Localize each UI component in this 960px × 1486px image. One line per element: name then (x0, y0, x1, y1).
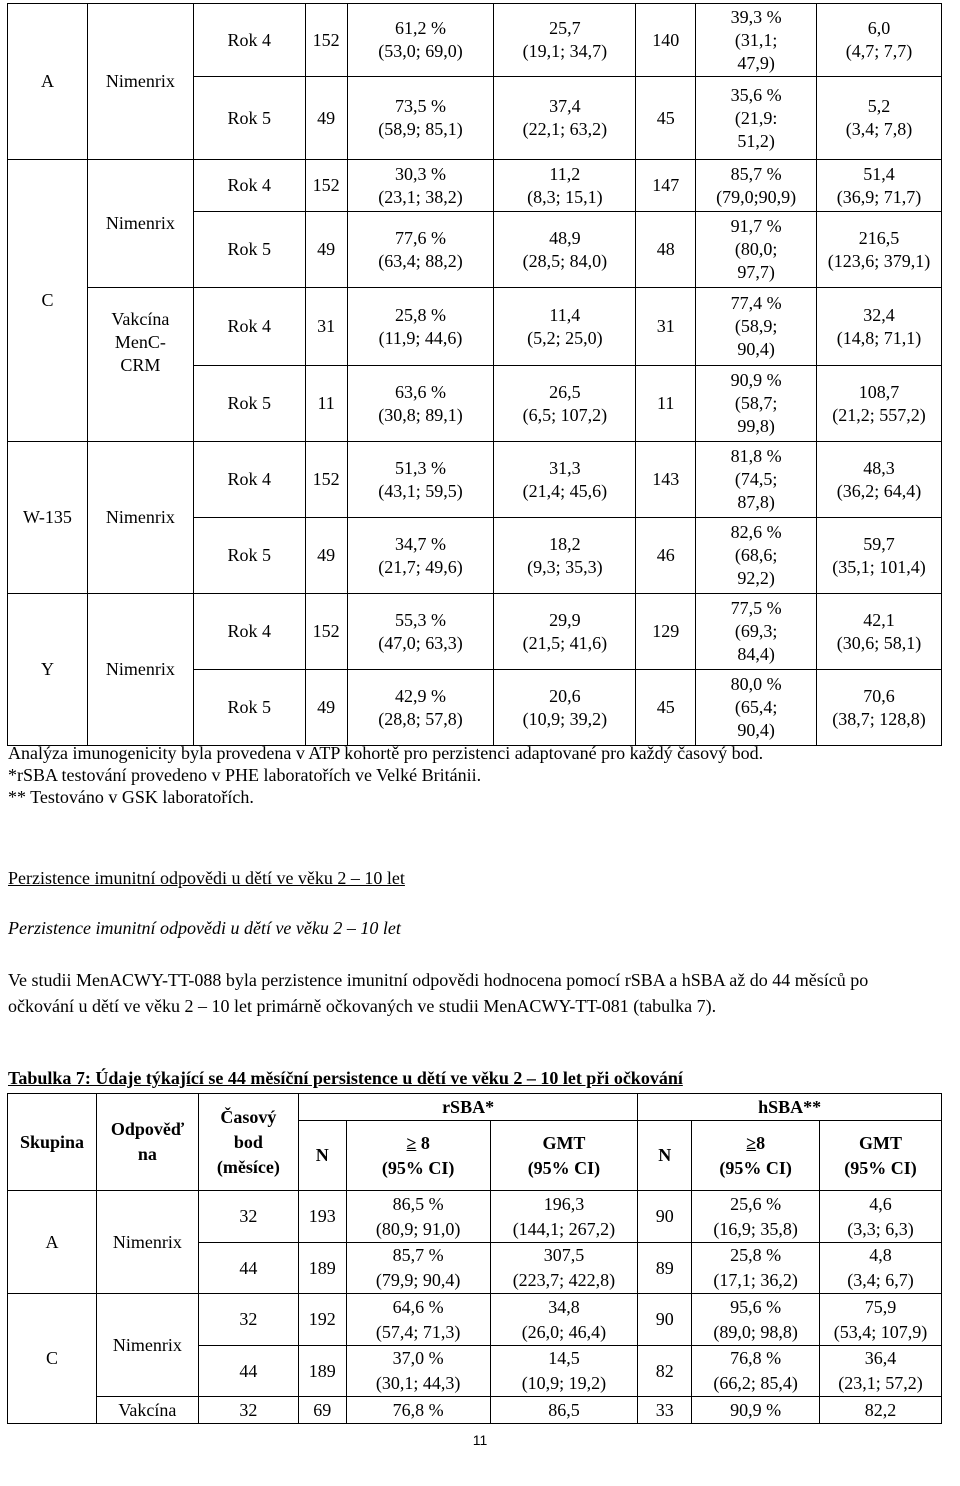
table-row (8, 442, 942, 518)
geq-symbol: ≥ (406, 1132, 417, 1153)
header-line: (95% CI) (381, 1157, 455, 1178)
hsba-pct-value: 25,8 % (730, 1245, 782, 1265)
header-hn: N (638, 1121, 692, 1191)
gmt-value: 14,5 (548, 1348, 580, 1368)
pct-ci: (30,8; 89,1) (378, 404, 463, 425)
hsba-pct-ci: (31,1; (734, 29, 778, 50)
header-rsba: rSBA* (298, 1094, 638, 1121)
gmt-cell (494, 594, 636, 670)
pct-ci: (53,0; 69,0) (378, 41, 463, 61)
gmt-value: 29,9 (549, 609, 581, 630)
hsba-gmt-cell (817, 594, 942, 670)
group-cell: C (8, 160, 88, 442)
pct-value: 34,7 % (395, 533, 447, 554)
pct-cell (347, 4, 494, 77)
time-cell: Rok 5 (193, 77, 305, 160)
header-hgmt (820, 1121, 942, 1191)
gmt-cell (490, 1346, 638, 1397)
gmt-cell (494, 518, 636, 594)
gmt-cell (490, 1243, 638, 1294)
time-cell: 32 (198, 1191, 298, 1243)
pct-value: 73,5 % (395, 96, 447, 116)
header-line (693, 1131, 818, 1156)
hsba-n-cell: 147 (636, 160, 696, 212)
gmt-cell (494, 670, 636, 746)
header-value: 8 (756, 1132, 766, 1153)
hsba-gmt-cell (817, 4, 942, 77)
hsba-n-cell: 89 (638, 1243, 692, 1294)
hsba-gmt-value: 42,1 (863, 609, 895, 630)
hsba-gmt-cell (820, 1191, 942, 1243)
time-cell: Rok 4 (193, 442, 305, 518)
n-cell: 152 (305, 4, 347, 77)
header-line: bod (233, 1131, 263, 1152)
pct-value: 85,7 % (392, 1245, 444, 1265)
section-subheading: Perzistence imunitní odpovědi u dětí ve věku 2 – 10 let (8, 918, 401, 938)
pct-cell (347, 594, 494, 670)
gmt-value: 34,8 (548, 1296, 580, 1317)
response-line: MenC- (114, 332, 166, 352)
hsba-pct-value: 77,5 % (730, 598, 782, 618)
pct-value: 37,0 % (392, 1348, 444, 1368)
gmt-ci: (6,5; 107,2) (522, 404, 608, 425)
hsba-pct-cell (696, 212, 817, 288)
response-cell: Nimenrix (87, 594, 193, 746)
gmt-value: 37,4 (549, 96, 581, 116)
hsba-pct-ci: 87,8) (737, 492, 775, 512)
n-cell: 152 (305, 442, 347, 518)
hsba-pct-ci: 47,9) (737, 52, 775, 73)
pct-ci: (58,9; 85,1) (378, 119, 463, 139)
hsba-gmt-ci: (23,1; 57,2) (838, 1373, 923, 1393)
hsba-gmt-ci: (35,1; 101,4) (832, 556, 926, 577)
gmt-ci: (223,7; 422,8) (512, 1270, 616, 1290)
header-group: Skupina (8, 1094, 97, 1191)
hsba-n-cell: 129 (636, 594, 696, 670)
pct-ci: (80,9; 91,0) (375, 1218, 461, 1239)
pct-value: 61,2 % (395, 18, 447, 38)
pct-cell (347, 288, 494, 366)
hsba-pct-value: 95,6 % (730, 1296, 782, 1317)
hsba-pct-cell (692, 1243, 820, 1294)
hsba-pct-ci: (16,9; 35,8) (713, 1218, 798, 1239)
pct-cell (346, 1243, 490, 1294)
hsba-pct-ci: (66,2; 85,4) (713, 1373, 798, 1393)
response-line: Vakcína (111, 309, 170, 329)
hsba-gmt-value: 75,9 (864, 1296, 897, 1317)
hsba-gmt-cell (817, 288, 942, 366)
gmt-cell (494, 77, 636, 160)
time-cell: Rok 5 (193, 366, 305, 442)
hsba-pct-ci: (21,9: (734, 107, 778, 128)
hsba-pct-ci: (69,3; (734, 621, 778, 641)
gmt-value: 11,4 (549, 304, 581, 325)
hsba-gmt-value: 4,8 (869, 1245, 892, 1265)
pct-ci: (47,0; 63,3) (378, 632, 463, 653)
header-line (348, 1131, 489, 1156)
gmt-value: 25,7 (549, 18, 581, 38)
hsba-pct-value: 85,7 % (730, 163, 782, 184)
pct-cell (347, 670, 494, 746)
header-line: (95% CI) (527, 1157, 601, 1178)
time-cell: Rok 5 (193, 212, 305, 288)
pct-cell: 76,8 % (346, 1397, 490, 1424)
hsba-pct-value: 76,8 % (730, 1348, 782, 1368)
gmt-cell (494, 288, 636, 366)
time-cell: 44 (198, 1346, 298, 1397)
hsba-gmt-cell (817, 670, 942, 746)
pct-cell (347, 160, 494, 212)
hsba-pct-cell (696, 160, 817, 212)
hsba-gmt-cell (817, 77, 942, 160)
time-cell: Rok 5 (193, 670, 305, 746)
hsba-gmt-value: 48,3 (863, 457, 895, 478)
hsba-n-cell: 11 (636, 366, 696, 442)
hsba-pct-value: 90,9 % (730, 370, 782, 390)
hsba-gmt-ci: (21,2; 557,2) (832, 404, 926, 425)
gmt-ci: (10,9; 19,2) (521, 1373, 607, 1393)
table-row (8, 288, 942, 366)
time-cell: 32 (198, 1294, 298, 1346)
header-hsba: hSBA** (638, 1094, 942, 1121)
pct-ci: (57,4; 71,3) (375, 1321, 461, 1342)
pct-ci: (11,9; 44,6) (378, 327, 463, 348)
pct-ci: (79,9; 90,4) (375, 1270, 461, 1290)
hsba-pct-cell (696, 670, 817, 746)
gmt-ci: (26,0; 46,4) (521, 1321, 607, 1342)
table-notes (8, 742, 908, 808)
hsba-gmt-cell (817, 366, 942, 442)
gmt-cell (494, 160, 636, 212)
pct-cell (347, 518, 494, 594)
pct-cell (346, 1294, 490, 1346)
gmt-ci: (21,4; 45,6) (522, 480, 608, 501)
gmt-value: 20,6 (549, 685, 581, 706)
hsba-gmt-cell (820, 1243, 942, 1294)
header-row (8, 1094, 942, 1121)
pct-cell (347, 442, 494, 518)
group-cell: Y (8, 594, 88, 746)
page-number: 11 (472, 1432, 488, 1448)
n-cell: 31 (305, 288, 347, 366)
gmt-cell (494, 442, 636, 518)
group-cell: C (8, 1294, 97, 1424)
group-cell: A (8, 4, 88, 160)
hsba-gmt-cell (820, 1346, 942, 1397)
hsba-pct-cell (696, 442, 817, 518)
table-row (8, 1397, 942, 1424)
pct-ci: (30,1; 44,3) (375, 1373, 461, 1393)
hsba-gmt-ci: (4,7; 7,7) (845, 41, 913, 61)
hsba-gmt-value: 6,0 (867, 18, 891, 38)
header-line: (95% CI) (719, 1157, 792, 1178)
header-line: (měsíce) (216, 1156, 280, 1177)
hsba-gmt-ci: (36,2; 64,4) (836, 480, 922, 501)
pct-cell (347, 212, 494, 288)
response-cell: Nimenrix (96, 1191, 198, 1294)
hsba-n-cell: 140 (636, 4, 696, 77)
hsba-pct-value: 80,0 % (730, 674, 782, 694)
header-line: (95% CI) (844, 1157, 917, 1178)
hsba-gmt-value: 4,6 (869, 1193, 892, 1214)
hsba-gmt-value: 59,7 (863, 533, 895, 554)
gmt-ci: (144,1; 267,2) (512, 1218, 616, 1239)
note-line: Analýza imunogenicity byla provedena v ATP kohortě pro perzistenci adaptované pro každý časový bod. (8, 743, 764, 763)
hsba-gmt-cell (820, 1294, 942, 1346)
gmt-ci: (9,3; 35,3) (527, 556, 603, 577)
table-row (8, 1191, 942, 1243)
geq-symbol: ≥ (746, 1132, 757, 1153)
n-cell: 193 (298, 1191, 346, 1243)
pct-cell (347, 366, 494, 442)
gmt-ci: (21,5; 41,6) (522, 632, 608, 653)
group-cell: A (8, 1191, 97, 1294)
time-cell: Rok 4 (193, 288, 305, 366)
gmt-cell (490, 1191, 638, 1243)
header-gmt (490, 1121, 638, 1191)
persistence-table-children (7, 1093, 942, 1424)
pct-value: 77,6 % (395, 227, 447, 248)
hsba-pct-ci: (68,6; (734, 545, 778, 565)
hsba-gmt-ci: (53,4; 107,9) (833, 1321, 928, 1342)
n-cell: 152 (305, 594, 347, 670)
hsba-pct-ci: (80,0; (734, 239, 778, 259)
header-time (198, 1094, 298, 1191)
hsba-gmt-ci: (123,6; 379,1) (827, 250, 931, 271)
header-ge8 (346, 1121, 490, 1191)
hsba-pct-cell (692, 1346, 820, 1397)
hsba-n-cell: 90 (638, 1294, 692, 1346)
gmt-cell (494, 212, 636, 288)
response-cell (87, 288, 193, 442)
hsba-pct-ci: 84,4) (737, 644, 775, 664)
hsba-n-cell: 46 (636, 518, 696, 594)
hsba-n-cell: 45 (636, 77, 696, 160)
hsba-pct-value: 25,6 % (730, 1193, 782, 1214)
header-hge8 (692, 1121, 820, 1191)
gmt-cell (494, 4, 636, 77)
hsba-pct-ci: (17,1; 36,2) (713, 1270, 798, 1290)
table-row (8, 1294, 942, 1346)
gmt-cell (490, 1294, 638, 1346)
hsba-gmt-ci: (3,4; 6,7) (847, 1270, 914, 1290)
header-line: GMT (542, 1132, 586, 1153)
time-cell: 44 (198, 1243, 298, 1294)
header-value: 8 (416, 1132, 430, 1153)
pct-cell (346, 1191, 490, 1243)
pct-ci: (23,1; 38,2) (378, 186, 463, 207)
pct-value: 64,6 % (392, 1296, 444, 1317)
hsba-pct-ci: (58,9; (734, 316, 778, 336)
time-cell: Rok 5 (193, 518, 305, 594)
hsba-n-cell: 90 (638, 1191, 692, 1243)
pct-value: 63,6 % (395, 381, 447, 402)
table-row (8, 160, 942, 212)
hsba-pct-cell (696, 366, 817, 442)
header-line: na (137, 1144, 157, 1164)
hsba-pct-value: 91,7 % (730, 216, 782, 236)
hsba-pct-ci: (58,7; (734, 393, 778, 413)
hsba-gmt-value: 36,4 (864, 1348, 897, 1368)
hsba-gmt-ci: (36,9; 71,7) (836, 186, 922, 207)
n-cell: 152 (305, 160, 347, 212)
response-line: CRM (120, 355, 161, 375)
hsba-pct-ci: (79,0;90,9) (716, 186, 797, 207)
body-paragraph: Ve studii MenACWY-TT-088 byla perzistence imunitní odpovědi hodnocena pomocí rSBA a hSBA až do 44 měsíců po očkování u dětí ve věku 2 – 10 let primárně očkovaných ve studii MenACWY-TT-081 (tabulka 7). (8, 970, 869, 1016)
response-cell: Vakcína (96, 1397, 198, 1424)
hsba-gmt-value: 5,2 (867, 96, 891, 116)
hsba-pct-ci: 99,8) (737, 416, 775, 436)
response-cell: Nimenrix (87, 442, 193, 594)
hsba-pct-value: 77,4 % (730, 293, 782, 313)
response-cell: Nimenrix (87, 160, 193, 288)
hsba-pct-value: 81,8 % (730, 446, 782, 466)
hsba-pct-ci: 92,2) (737, 568, 775, 588)
pct-value: 25,8 % (395, 304, 447, 325)
gmt-cell: 86,5 (490, 1397, 638, 1424)
gmt-value: 18,2 (549, 533, 581, 554)
header-line: Odpověď (110, 1119, 185, 1139)
n-cell: 49 (305, 77, 347, 160)
hsba-pct-cell (696, 518, 817, 594)
pct-ci: (63,4; 88,2) (378, 250, 463, 271)
persistence-table-adolescents (7, 3, 942, 746)
hsba-n-cell: 45 (636, 670, 696, 746)
hsba-n-cell: 143 (636, 442, 696, 518)
pct-value: 51,3 % (395, 457, 447, 478)
hsba-pct-ci: (89,0; 98,8) (713, 1321, 798, 1342)
hsba-pct-cell (696, 77, 817, 160)
pct-cell (346, 1346, 490, 1397)
hsba-pct-cell (696, 594, 817, 670)
hsba-pct-ci: (74,5; (734, 469, 778, 489)
gmt-ci: (28,5; 84,0) (522, 250, 608, 271)
hsba-gmt-cell (817, 212, 942, 288)
hsba-n-cell: 31 (636, 288, 696, 366)
gmt-ci: (5,2; 25,0) (527, 327, 603, 348)
hsba-gmt-cell (817, 160, 942, 212)
hsba-gmt-value: 108,7 (858, 381, 900, 402)
hsba-n-cell: 48 (636, 212, 696, 288)
pct-value: 55,3 % (395, 609, 447, 630)
gmt-value: 48,9 (549, 227, 581, 248)
n-cell: 49 (305, 212, 347, 288)
pct-ci: (43,1; 59,5) (378, 480, 463, 501)
gmt-value: 31,3 (549, 457, 581, 478)
response-cell: Nimenrix (87, 4, 193, 160)
hsba-pct-cell: 90,9 % (692, 1397, 820, 1424)
hsba-pct-ci: 97,7) (737, 262, 775, 282)
pct-cell (347, 77, 494, 160)
header-line: GMT (859, 1132, 903, 1153)
n-cell: 11 (305, 366, 347, 442)
hsba-gmt-value: 32,4 (863, 304, 895, 325)
hsba-gmt-value: 51,4 (863, 163, 895, 184)
hsba-gmt-ci: (3,4; 7,8) (845, 119, 913, 139)
gmt-ci: (22,1; 63,2) (522, 119, 608, 139)
header-line: Časový (220, 1106, 277, 1127)
gmt-value: 307,5 (543, 1245, 585, 1265)
n-cell: 189 (298, 1243, 346, 1294)
hsba-gmt-value: 216,5 (858, 227, 900, 248)
gmt-value: 11,2 (549, 163, 581, 184)
hsba-gmt-ci: (14,8; 71,1) (836, 327, 922, 348)
note-line: *rSBA testování provedeno v PHE laboratořích ve Velké Británii. (8, 765, 482, 785)
table-caption: Tabulka 7: Údaje týkající se 44 měsíční persistence u dětí ve věku 2 – 10 let při očkování (8, 1068, 683, 1088)
section-heading: Perzistence imunitní odpovědi u dětí ve věku 2 – 10 let (8, 868, 405, 888)
response-cell: Nimenrix (96, 1294, 198, 1397)
hsba-n-cell: 33 (638, 1397, 692, 1424)
n-cell: 69 (298, 1397, 346, 1424)
pct-ci: (28,8; 57,8) (378, 708, 463, 729)
gmt-value: 196,3 (543, 1193, 585, 1214)
gmt-cell (494, 366, 636, 442)
hsba-pct-value: 39,3 % (730, 6, 782, 27)
hsba-gmt-ci: (3,3; 6,3) (847, 1218, 914, 1239)
hsba-n-cell: 82 (638, 1346, 692, 1397)
pct-value: 42,9 % (395, 685, 447, 706)
hsba-gmt-ci: (38,7; 128,8) (832, 708, 926, 729)
gmt-ci: (8,3; 15,1) (527, 186, 603, 207)
hsba-gmt-cell (817, 518, 942, 594)
hsba-pct-cell (692, 1191, 820, 1243)
n-cell: 49 (305, 518, 347, 594)
pct-value: 86,5 % (392, 1193, 444, 1214)
gmt-ci: (10,9; 39,2) (522, 708, 608, 729)
table-row (8, 594, 942, 670)
hsba-gmt-cell (817, 442, 942, 518)
hsba-pct-ci: (65,4; (734, 697, 778, 717)
hsba-pct-cell (692, 1294, 820, 1346)
n-cell: 49 (305, 670, 347, 746)
hsba-pct-value: 82,6 % (730, 522, 782, 542)
table-row (8, 4, 942, 77)
pct-value: 30,3 % (395, 163, 447, 184)
time-cell: Rok 4 (193, 594, 305, 670)
n-cell: 192 (298, 1294, 346, 1346)
time-cell: 32 (198, 1397, 298, 1424)
gmt-value: 26,5 (549, 381, 581, 402)
group-cell: W-135 (8, 442, 88, 594)
time-cell: Rok 4 (193, 4, 305, 77)
hsba-pct-ci: 51,2) (737, 130, 775, 151)
n-cell: 189 (298, 1346, 346, 1397)
hsba-gmt-value: 70,6 (863, 685, 895, 706)
hsba-gmt-cell: 82,2 (820, 1397, 942, 1424)
gmt-ci: (19,1; 34,7) (522, 41, 608, 61)
header-response (96, 1094, 198, 1191)
time-cell: Rok 4 (193, 160, 305, 212)
header-n: N (298, 1121, 346, 1191)
hsba-pct-ci: 90,4) (737, 339, 775, 359)
hsba-pct-ci: 90,4) (737, 720, 775, 740)
hsba-pct-cell (696, 288, 817, 366)
pct-ci: (21,7; 49,6) (378, 556, 463, 577)
hsba-pct-value: 35,6 % (730, 84, 782, 105)
note-line: ** Testováno v GSK laboratořích. (8, 787, 254, 807)
hsba-gmt-ci: (30,6; 58,1) (836, 632, 922, 653)
hsba-pct-cell (696, 4, 817, 77)
